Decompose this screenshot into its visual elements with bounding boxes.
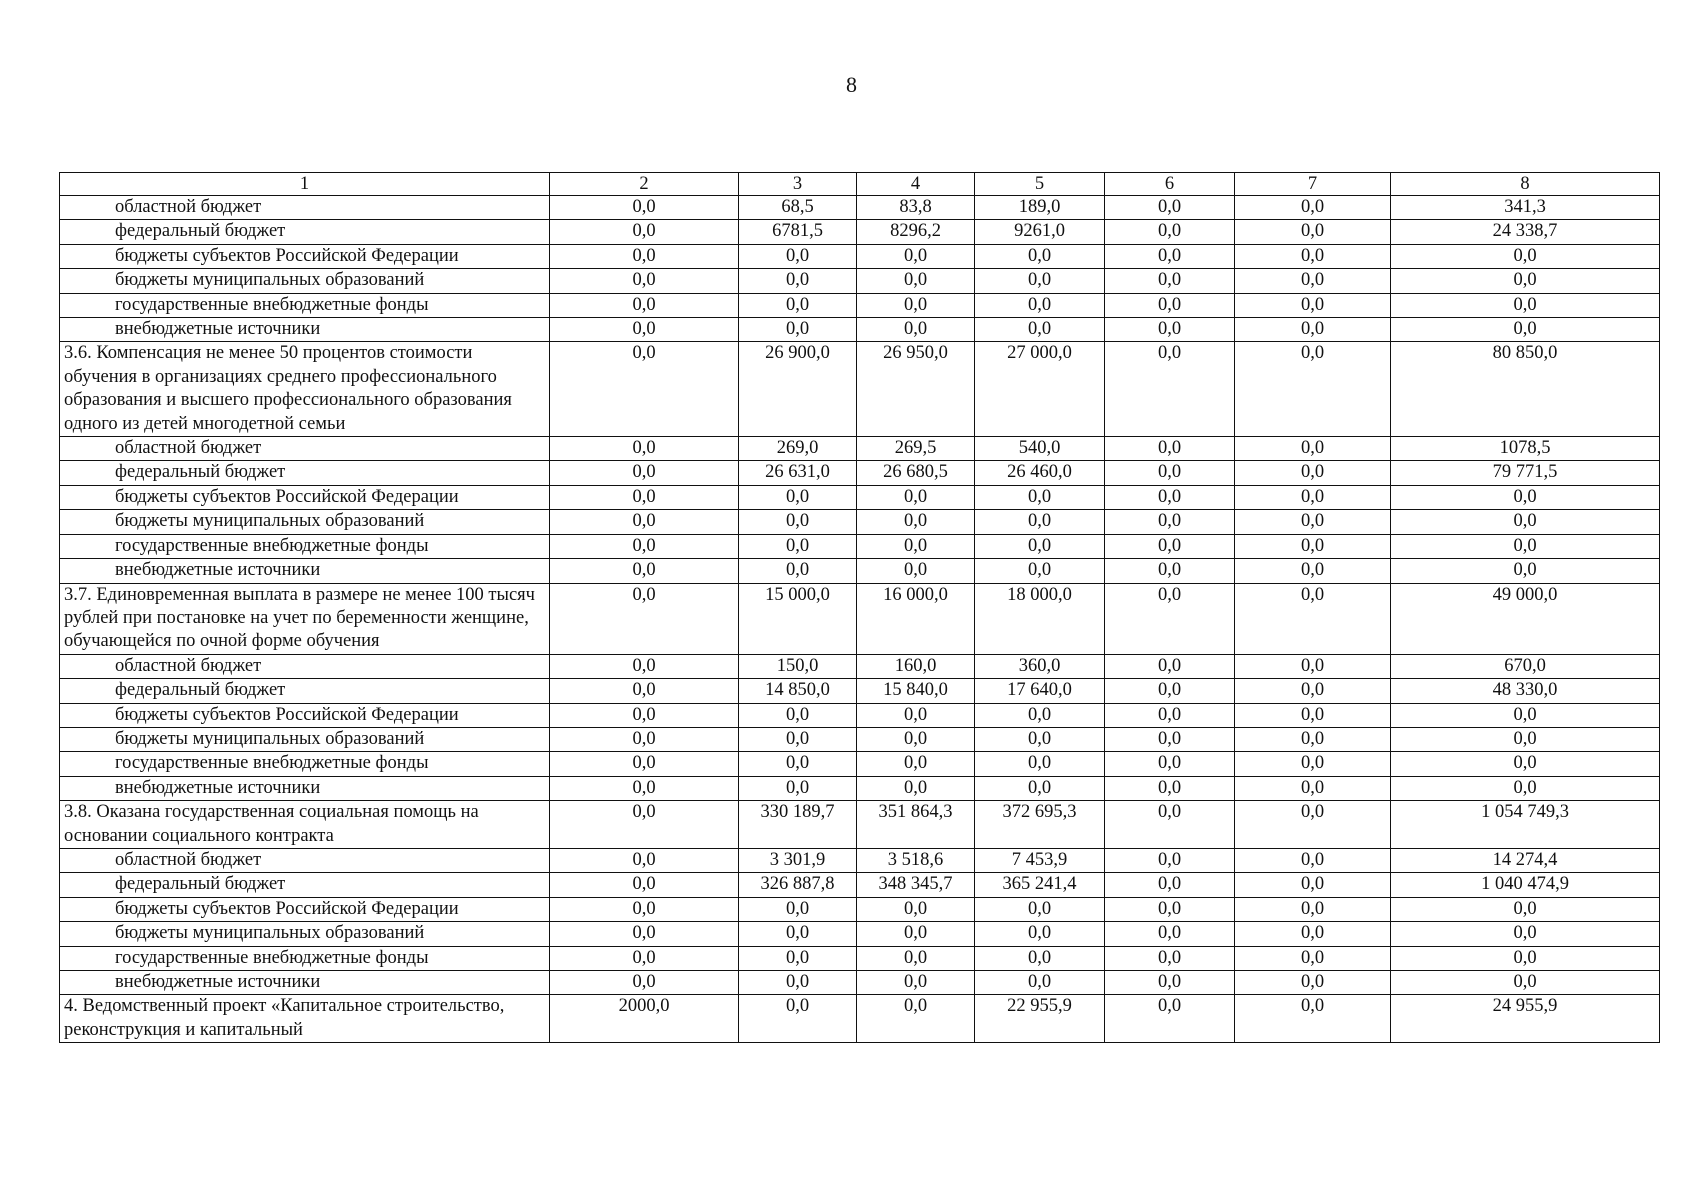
- value-cell: 48 330,0: [1391, 679, 1660, 703]
- row-label: бюджеты субъектов Российской Федерации: [60, 703, 550, 727]
- value-cell: 0,0: [1105, 534, 1235, 558]
- value-cell: 0,0: [1105, 848, 1235, 872]
- value-cell: 0,0: [550, 293, 739, 317]
- value-cell: 15 840,0: [857, 679, 975, 703]
- row-label: 3.6. Компенсация не менее 50 процентов стоимости обучения в организациях среднего профессионального образования и высшего профессионального образования одного из детей многодетной семьи: [60, 342, 550, 437]
- value-cell: 0,0: [1391, 776, 1660, 800]
- value-cell: 0,0: [739, 946, 857, 970]
- value-cell: 0,0: [1235, 897, 1391, 921]
- value-cell: 0,0: [1105, 922, 1235, 946]
- value-cell: 0,0: [739, 897, 857, 921]
- value-cell: 0,0: [739, 510, 857, 534]
- value-cell: 0,0: [975, 510, 1105, 534]
- value-cell: 0,0: [1391, 534, 1660, 558]
- value-cell: 0,0: [1105, 897, 1235, 921]
- table-row-section: [60, 995, 1660, 1043]
- value-cell: 1 054 749,3: [1391, 801, 1660, 849]
- value-cell: 330 189,7: [739, 801, 857, 849]
- value-cell: 0,0: [1235, 727, 1391, 751]
- value-cell: 0,0: [1391, 485, 1660, 509]
- row-label: федеральный бюджет: [60, 220, 550, 244]
- table-row: [60, 727, 1660, 751]
- value-cell: 0,0: [550, 559, 739, 583]
- value-cell: 540,0: [975, 437, 1105, 461]
- value-cell: 3 301,9: [739, 848, 857, 872]
- value-cell: 0,0: [739, 269, 857, 293]
- value-cell: 0,0: [739, 559, 857, 583]
- value-cell: 0,0: [739, 703, 857, 727]
- value-cell: 0,0: [1105, 801, 1235, 849]
- value-cell: 0,0: [1235, 583, 1391, 654]
- value-cell: 26 950,0: [857, 342, 975, 437]
- value-cell: 0,0: [739, 318, 857, 342]
- value-cell: 0,0: [975, 269, 1105, 293]
- table-row: [60, 510, 1660, 534]
- value-cell: 326 887,8: [739, 873, 857, 897]
- value-cell: 0,0: [550, 703, 739, 727]
- value-cell: 0,0: [1105, 485, 1235, 509]
- value-cell: 0,0: [550, 244, 739, 268]
- table-row: [60, 848, 1660, 872]
- value-cell: 670,0: [1391, 654, 1660, 678]
- value-cell: 16 000,0: [857, 583, 975, 654]
- value-cell: 0,0: [1105, 971, 1235, 995]
- value-cell: 0,0: [1391, 971, 1660, 995]
- table-row: [60, 437, 1660, 461]
- value-cell: 0,0: [1235, 752, 1391, 776]
- table-row: [60, 269, 1660, 293]
- value-cell: 0,0: [550, 946, 739, 970]
- value-cell: 0,0: [857, 510, 975, 534]
- row-label: государственные внебюджетные фонды: [60, 534, 550, 558]
- value-cell: 0,0: [975, 244, 1105, 268]
- row-label: 3.7. Единовременная выплата в размере не менее 100 тысяч рублей при постановке на учет по беременности женщине, обучающейся по очной форме обучения: [60, 583, 550, 654]
- value-cell: 0,0: [857, 534, 975, 558]
- row-label: бюджеты муниципальных образований: [60, 269, 550, 293]
- table-row: [60, 196, 1660, 220]
- value-cell: 0,0: [550, 583, 739, 654]
- value-cell: 0,0: [975, 971, 1105, 995]
- value-cell: 0,0: [857, 703, 975, 727]
- value-cell: 0,0: [550, 196, 739, 220]
- value-cell: 0,0: [550, 752, 739, 776]
- value-cell: 14 850,0: [739, 679, 857, 703]
- value-cell: 269,5: [857, 437, 975, 461]
- value-cell: 0,0: [1105, 776, 1235, 800]
- value-cell: 0,0: [975, 485, 1105, 509]
- value-cell: 0,0: [550, 679, 739, 703]
- value-cell: 0,0: [550, 534, 739, 558]
- value-cell: 0,0: [1235, 437, 1391, 461]
- table-row: [60, 971, 1660, 995]
- value-cell: 0,0: [550, 437, 739, 461]
- row-label: бюджеты муниципальных образований: [60, 922, 550, 946]
- value-cell: 0,0: [975, 534, 1105, 558]
- header-cell: 8: [1391, 173, 1660, 196]
- value-cell: 68,5: [739, 196, 857, 220]
- value-cell: 0,0: [1235, 946, 1391, 970]
- value-cell: 26 900,0: [739, 342, 857, 437]
- value-cell: 0,0: [857, 318, 975, 342]
- value-cell: 0,0: [975, 897, 1105, 921]
- value-cell: 0,0: [1105, 679, 1235, 703]
- value-cell: 0,0: [1105, 244, 1235, 268]
- value-cell: 365 241,4: [975, 873, 1105, 897]
- value-cell: 351 864,3: [857, 801, 975, 849]
- table-header-row: [60, 173, 1660, 196]
- value-cell: 0,0: [857, 946, 975, 970]
- value-cell: 0,0: [857, 485, 975, 509]
- value-cell: 0,0: [975, 559, 1105, 583]
- header-cell: 1: [60, 173, 550, 196]
- row-label: внебюджетные источники: [60, 776, 550, 800]
- value-cell: 0,0: [1105, 752, 1235, 776]
- value-cell: 0,0: [1235, 776, 1391, 800]
- value-cell: 0,0: [550, 485, 739, 509]
- value-cell: 0,0: [975, 703, 1105, 727]
- value-cell: 0,0: [975, 946, 1105, 970]
- value-cell: 3 518,6: [857, 848, 975, 872]
- table-row: [60, 897, 1660, 921]
- table-row: [60, 873, 1660, 897]
- value-cell: 0,0: [739, 922, 857, 946]
- value-cell: 0,0: [550, 776, 739, 800]
- value-cell: 0,0: [1235, 293, 1391, 317]
- value-cell: 0,0: [1105, 583, 1235, 654]
- value-cell: 0,0: [739, 485, 857, 509]
- value-cell: 0,0: [739, 995, 857, 1043]
- header-cell: 4: [857, 173, 975, 196]
- row-label: федеральный бюджет: [60, 679, 550, 703]
- value-cell: 0,0: [857, 922, 975, 946]
- value-cell: 22 955,9: [975, 995, 1105, 1043]
- value-cell: 0,0: [1105, 727, 1235, 751]
- value-cell: 0,0: [1105, 269, 1235, 293]
- value-cell: 0,0: [975, 752, 1105, 776]
- row-label: внебюджетные источники: [60, 318, 550, 342]
- row-label: государственные внебюджетные фонды: [60, 946, 550, 970]
- value-cell: 0,0: [1235, 244, 1391, 268]
- table-row-section: [60, 342, 1660, 437]
- value-cell: 0,0: [739, 534, 857, 558]
- value-cell: 0,0: [857, 727, 975, 751]
- value-cell: 0,0: [1105, 654, 1235, 678]
- value-cell: 0,0: [1235, 220, 1391, 244]
- value-cell: 0,0: [1235, 922, 1391, 946]
- value-cell: 0,0: [1105, 873, 1235, 897]
- value-cell: 0,0: [1391, 752, 1660, 776]
- value-cell: 0,0: [975, 293, 1105, 317]
- row-label: государственные внебюджетные фонды: [60, 293, 550, 317]
- value-cell: 0,0: [857, 559, 975, 583]
- value-cell: 0,0: [1105, 342, 1235, 437]
- table-row: [60, 293, 1660, 317]
- value-cell: 0,0: [1235, 654, 1391, 678]
- value-cell: 0,0: [1105, 196, 1235, 220]
- value-cell: 0,0: [1105, 437, 1235, 461]
- value-cell: 0,0: [1235, 534, 1391, 558]
- value-cell: 0,0: [857, 752, 975, 776]
- value-cell: 0,0: [1235, 703, 1391, 727]
- row-label: 4. Ведомственный проект «Капитальное строительство, реконструкция и капитальный: [60, 995, 550, 1043]
- row-label: 3.8. Оказана государственная социальная помощь на основании социального контракта: [60, 801, 550, 849]
- table-row: [60, 654, 1660, 678]
- value-cell: 0,0: [550, 654, 739, 678]
- row-label: внебюджетные источники: [60, 971, 550, 995]
- row-label: федеральный бюджет: [60, 873, 550, 897]
- value-cell: 0,0: [1105, 461, 1235, 485]
- value-cell: 0,0: [739, 776, 857, 800]
- table-row: [60, 220, 1660, 244]
- value-cell: 0,0: [550, 461, 739, 485]
- row-label: федеральный бюджет: [60, 461, 550, 485]
- value-cell: 0,0: [1235, 196, 1391, 220]
- row-label: бюджеты субъектов Российской Федерации: [60, 244, 550, 268]
- value-cell: 0,0: [1105, 220, 1235, 244]
- budget-table: [59, 172, 1660, 1043]
- value-cell: 0,0: [857, 244, 975, 268]
- table-row: [60, 461, 1660, 485]
- table-row: [60, 679, 1660, 703]
- value-cell: 0,0: [1391, 703, 1660, 727]
- value-cell: 0,0: [550, 801, 739, 849]
- table-row: [60, 776, 1660, 800]
- row-label: бюджеты субъектов Российской Федерации: [60, 485, 550, 509]
- value-cell: 0,0: [1235, 461, 1391, 485]
- value-cell: 0,0: [550, 727, 739, 751]
- value-cell: 0,0: [1391, 559, 1660, 583]
- value-cell: 83,8: [857, 196, 975, 220]
- header-cell: 7: [1235, 173, 1391, 196]
- value-cell: 0,0: [1105, 703, 1235, 727]
- value-cell: 0,0: [857, 995, 975, 1043]
- value-cell: 0,0: [550, 873, 739, 897]
- table-row: [60, 559, 1660, 583]
- value-cell: 0,0: [975, 727, 1105, 751]
- header-cell: 6: [1105, 173, 1235, 196]
- value-cell: 0,0: [1105, 946, 1235, 970]
- value-cell: 0,0: [1391, 727, 1660, 751]
- value-cell: 0,0: [1105, 995, 1235, 1043]
- value-cell: 0,0: [1391, 922, 1660, 946]
- value-cell: 14 274,4: [1391, 848, 1660, 872]
- value-cell: 0,0: [1235, 342, 1391, 437]
- value-cell: 0,0: [550, 220, 739, 244]
- table-row-section: [60, 801, 1660, 849]
- value-cell: 341,3: [1391, 196, 1660, 220]
- table-row: [60, 946, 1660, 970]
- row-label: бюджеты муниципальных образований: [60, 727, 550, 751]
- table-row: [60, 922, 1660, 946]
- value-cell: 15 000,0: [739, 583, 857, 654]
- value-cell: 0,0: [739, 752, 857, 776]
- value-cell: 0,0: [1235, 801, 1391, 849]
- value-cell: 0,0: [550, 897, 739, 921]
- value-cell: 0,0: [1235, 679, 1391, 703]
- value-cell: 0,0: [1235, 971, 1391, 995]
- value-cell: 360,0: [975, 654, 1105, 678]
- value-cell: 0,0: [550, 971, 739, 995]
- value-cell: 0,0: [975, 922, 1105, 946]
- table-row: [60, 244, 1660, 268]
- value-cell: 0,0: [550, 848, 739, 872]
- value-cell: 27 000,0: [975, 342, 1105, 437]
- value-cell: 9261,0: [975, 220, 1105, 244]
- value-cell: 0,0: [739, 727, 857, 751]
- value-cell: 2000,0: [550, 995, 739, 1043]
- value-cell: 150,0: [739, 654, 857, 678]
- value-cell: 0,0: [1235, 873, 1391, 897]
- value-cell: 0,0: [1391, 293, 1660, 317]
- value-cell: 0,0: [857, 971, 975, 995]
- row-label: областной бюджет: [60, 654, 550, 678]
- header-cell: 5: [975, 173, 1105, 196]
- header-cell: 3: [739, 173, 857, 196]
- value-cell: 348 345,7: [857, 873, 975, 897]
- row-label: областной бюджет: [60, 437, 550, 461]
- value-cell: 0,0: [1105, 559, 1235, 583]
- value-cell: 0,0: [1391, 244, 1660, 268]
- value-cell: 1 040 474,9: [1391, 873, 1660, 897]
- row-label: внебюджетные источники: [60, 559, 550, 583]
- value-cell: 0,0: [550, 269, 739, 293]
- header-cell: 2: [550, 173, 739, 196]
- value-cell: 6781,5: [739, 220, 857, 244]
- value-cell: 0,0: [1235, 559, 1391, 583]
- value-cell: 0,0: [739, 971, 857, 995]
- value-cell: 0,0: [1391, 269, 1660, 293]
- value-cell: 0,0: [1235, 485, 1391, 509]
- value-cell: 0,0: [857, 897, 975, 921]
- value-cell: 1078,5: [1391, 437, 1660, 461]
- table-body: [60, 173, 1660, 1043]
- value-cell: 0,0: [550, 922, 739, 946]
- value-cell: 0,0: [550, 318, 739, 342]
- table-row: [60, 703, 1660, 727]
- value-cell: 0,0: [1235, 318, 1391, 342]
- value-cell: 49 000,0: [1391, 583, 1660, 654]
- row-label: областной бюджет: [60, 848, 550, 872]
- table-row-section: [60, 583, 1660, 654]
- value-cell: 18 000,0: [975, 583, 1105, 654]
- value-cell: 0,0: [1105, 293, 1235, 317]
- value-cell: 189,0: [975, 196, 1105, 220]
- value-cell: 0,0: [1235, 995, 1391, 1043]
- value-cell: 0,0: [975, 318, 1105, 342]
- value-cell: 7 453,9: [975, 848, 1105, 872]
- value-cell: 0,0: [550, 342, 739, 437]
- value-cell: 0,0: [1391, 897, 1660, 921]
- value-cell: 0,0: [739, 244, 857, 268]
- value-cell: 24 955,9: [1391, 995, 1660, 1043]
- value-cell: 0,0: [857, 269, 975, 293]
- value-cell: 0,0: [1391, 318, 1660, 342]
- row-label: бюджеты субъектов Российской Федерации: [60, 897, 550, 921]
- table-row: [60, 485, 1660, 509]
- value-cell: 0,0: [975, 776, 1105, 800]
- value-cell: 17 640,0: [975, 679, 1105, 703]
- value-cell: 160,0: [857, 654, 975, 678]
- table-row: [60, 752, 1660, 776]
- value-cell: 0,0: [1235, 269, 1391, 293]
- value-cell: 26 680,5: [857, 461, 975, 485]
- value-cell: 0,0: [739, 293, 857, 317]
- value-cell: 269,0: [739, 437, 857, 461]
- value-cell: 0,0: [1235, 510, 1391, 534]
- value-cell: 26 460,0: [975, 461, 1105, 485]
- value-cell: 80 850,0: [1391, 342, 1660, 437]
- row-label: бюджеты муниципальных образований: [60, 510, 550, 534]
- row-label: областной бюджет: [60, 196, 550, 220]
- value-cell: 0,0: [1391, 946, 1660, 970]
- value-cell: 79 771,5: [1391, 461, 1660, 485]
- value-cell: 0,0: [1105, 510, 1235, 534]
- value-cell: 0,0: [1235, 848, 1391, 872]
- row-label: государственные внебюджетные фонды: [60, 752, 550, 776]
- value-cell: 0,0: [1105, 318, 1235, 342]
- value-cell: 0,0: [1391, 510, 1660, 534]
- value-cell: 8296,2: [857, 220, 975, 244]
- value-cell: 24 338,7: [1391, 220, 1660, 244]
- table-row: [60, 534, 1660, 558]
- value-cell: 0,0: [550, 510, 739, 534]
- table-row: [60, 318, 1660, 342]
- value-cell: 26 631,0: [739, 461, 857, 485]
- value-cell: 0,0: [857, 776, 975, 800]
- value-cell: 0,0: [857, 293, 975, 317]
- page-number: 8: [846, 72, 857, 97]
- value-cell: 372 695,3: [975, 801, 1105, 849]
